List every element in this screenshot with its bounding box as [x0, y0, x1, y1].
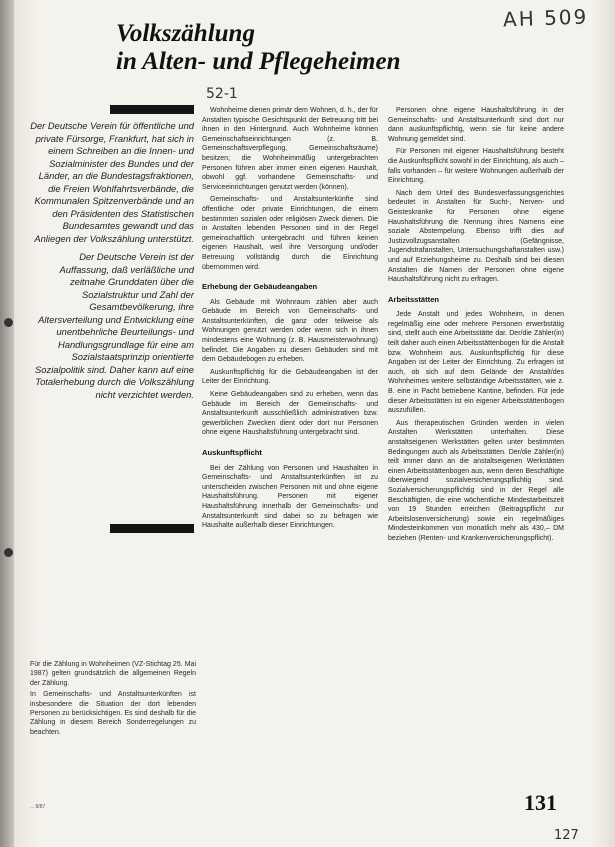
paragraph: Gemeinschafts- und Anstaltsunterkünfte sind öffentliche oder private Einrichtungen, die einem bestimmten sozialen oder religiösen Zweck dienen. Die in Anstalten lebenden Personen sind in der Regel gemeinschaftlich untergebracht und führen keinen eigenen Haushalt, weil ihre Versorgung und/oder Betreuung vollständig durch die Einrichtung übernommen wird. [202, 196, 378, 271]
section-heading: Arbeitsstätten [388, 294, 440, 304]
intro-paragraph-1: Der Deutsche Verein für öffentliche und private Fürsorge, Frankfurt, hat sich in einem Schreiben an die Innen- und Sozialminister des Bundes und der Länder, an die Bundestagsfraktionen, die Freien Wohlfahrtsverbände, die Kommunalen Spitzenverbände und an den Präsidenten des Statistischen Bundesamtes gewandt und das Anliegen der Volkszählung unterstützt. [30, 120, 194, 244]
intro-box [28, 120, 194, 407]
paragraph: Aus therapeutischen Gründen werden in vielen Anstalten Werkstätten unterhalten. Diese anstaltseigenen Werkstätten gelten unter bestimmten Bedingungen auch als Arbeitsstätten. Der/die Zähler(in) teilt immer dann an die anstaltseigenen Werkstätten einen Arbeitsstättenbogen aus, wenn deren Beschäftigte überwiegend sozialversicherungspflichtig sind. Sozialversicherungspflichtig sind in der Regel alle Beschäftigten, die eine wöchentliche Mindestarbeitszeit von 19 Stunden erreichen (Beitragspflicht zur Arbeitslosenversicherung) sowie ein regelmäßiges Mindesteinkommen von monatlich mehr als 430,– DM beziehen (Renten- und Krankenversicherungspflicht). [388, 419, 564, 542]
article-title [116, 20, 496, 76]
binding-edge [0, 0, 14, 847]
paragraph: Keine Gebäudeangaben sind zu erheben, wenn das Gebäude im Bereich der Gemeinschafts- und Anstaltsunterkunft ausschließlich administrativen bzw. gewerblichen Zwecken dient oder dort nur Personen ohne eigene Haushaltsführung untergebracht sind. [202, 391, 378, 437]
paragraph: Auskunftspflichtig für die Gebäudeangaben ist der Leiter der Einrichtung. [202, 368, 378, 386]
title-line-1: Volkszählung [116, 20, 255, 47]
section-heading: Erhebung der Gebäudeangaben [202, 282, 318, 292]
paragraph: Bei der Zählung von Personen und Haushalten in Gemeinschafts- und Anstaltsunterkünften ist zu unterscheiden zwischen Personen mit und ohne eigene Haushaltsführung. Personen mit eigener Haushaltsführung innerhalb der Gemeinschafts- und Anstaltsunterkunft sind dabei so zu befragen wie Haushalte außerhalb dieser Einrichtungen. [202, 464, 378, 530]
paragraph: Als Gebäude mit Wohnraum zählen aber auch Gebäude im Bereich von Gemeinschafts- und Anstaltsunterkünften, die ganz oder teilweise als Wohnungen genutzt werden oder wenn sich in ihnen mindestens eine Wohnung (z. B. Hausmeisterwohnung) befindet. Die Angaben zu diesen Gebäuden sind mit dem Gebäudebogen zu erheben. [202, 298, 378, 364]
paragraph: Personen ohne eigene Haushaltsführung in der Gemeinschafts- und Anstaltsunterkunft sind dort nur dann auskunftspflichtig, wenn sie für keine andere Wohnung gemeldet sind. [388, 107, 564, 143]
section-heading: Auskunftspflicht [202, 448, 262, 457]
handwritten-page-note: 127 [554, 828, 579, 843]
punch-hole [4, 548, 13, 557]
footnote-paragraph-2: In Gemeinschafts- und Anstaltsunterkünften ist insbesondere die Situation der dort lebenden Personen zu berücksichtigen. Es sind deshalb für die Zählung in diesem Bereich Sonderregelungen zu beachten. [30, 691, 196, 736]
intro-bottom-bar [110, 524, 194, 533]
paragraph: Jede Anstalt und jedes Wohnheim, in denen regelmäßig eine oder mehrere Personen erwerbstätig sind, stellt auch eine Arbeitsstätte dar. Der/die Zähler(in) teilt daher auch einen Arbeitsstättenbogen für die Anstalt bzw. Wohnheim aus. Auskunftspflichtig für diese Angaben ist der Leiter der Einrichtung. Zu erfragen ist auch, ob sich auf dem Gelände der Anstalt/des Wohnheimes weitere selbständige Arbeitsstätten, wie z. B. eine in Pacht betriebene Kantine, befinden. Für jede dieser Arbeitsstätten ist ein eigener Arbeitsstättenbogen auszufüllen. [388, 311, 564, 415]
paragraph: Nach dem Urteil des Bundesverfassungsgerichtes bedeutet in Anstalten für Sucht-, Nerven- und Geisteskranke für Personen ohne eigene Haushaltsführung die Nennung ihres Namens eine soziale Abstempelung. Ebenso trifft dies auf Justizvollzugsanstalten (Gefängnisse, Jugendstrafanstalten, Untersuchungshaftanstalten usw.) und auf Erziehungsheime zu. Deshalb sind bei diesen Anstalten die Namen der Personen ohne eigene Haushaltsführung nicht zu erfragen. [388, 189, 564, 284]
footnote-paragraph-1: Für die Zählung in Wohnheimen (VZ-Stichtag 25. Mai 1987) gelten grundsätzlich die allgemeinen Regeln der Zählung. [30, 661, 196, 687]
handwritten-archive-code: AH 509 [502, 4, 589, 32]
column-right [388, 106, 564, 547]
intro-top-bar [110, 105, 194, 114]
page-number: 131 [524, 790, 557, 815]
punch-hole [4, 318, 13, 327]
footnote-box [30, 660, 196, 739]
title-line-2: in Alten- und Pflegeheimen [116, 48, 401, 75]
intro-paragraph-2: Der Deutsche Verein ist der Auffassung, daß verläßliche und zeitnahe Grunddaten über die Sozialstruktur und Zahl der Gesamtbevölkerung, ihre Altersverteilung und Entwicklung eine unentbehrliche Beurteilungs- und Handlungsgrundlage für eine am Sozialstaatsprinzip orientierte Sozialpolitik sind. Daher kann auf eine Totalerhebung durch die Volkszählung nicht verzichtet werden. [35, 251, 194, 400]
paragraph: Für Personen mit eigener Haushaltsführung besteht die Auskunftspflicht sowohl in der Einrichtung, als auch – falls vorhanden – für weitere Wohnungen außerhalb der Einrichtung. [388, 148, 564, 185]
handwritten-note: 52-1 [206, 86, 238, 102]
issue-note: ... 8/87 [30, 804, 46, 810]
column-middle [202, 106, 378, 534]
paragraph: Wohnheime dienen primär dem Wohnen, d. h., der für Anstalten typische Gesichtspunkt der Betreuung tritt bei ihnen in den Hintergrund. Auch Wohnheime können Gemeinschaftseinrichtungen (z. B. Gemeinschaftsverpflegung, Gemeinschaftsräume) besitzen; die Wohnheimmäßig untergebrachten Personen führen aber immer einen eigenen Haushalt, obwohl ggf. vorhandene Gemeinschafts- und Serviceeinrichtungen genutzt werden (können). [202, 107, 378, 191]
